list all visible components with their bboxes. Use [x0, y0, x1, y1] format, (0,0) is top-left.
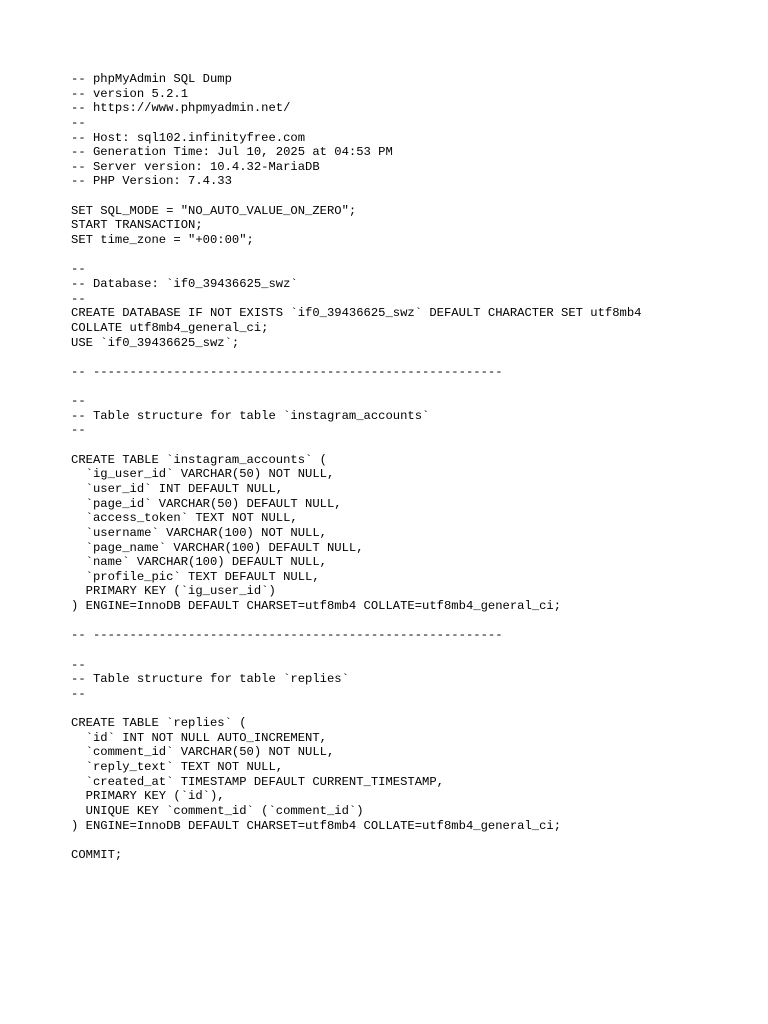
code-line [71, 189, 751, 204]
code-line: -- Table structure for table `replies` [71, 672, 349, 687]
code-line [71, 643, 751, 658]
code-line [71, 350, 751, 365]
code-line [71, 248, 751, 263]
code-line: `page_id` VARCHAR(50) DEFAULT NULL, [71, 496, 342, 511]
code-line: -- Database: `if0_39436625_swz` [71, 276, 298, 291]
code-line [71, 614, 751, 629]
code-line: -- Generation Time: Jul 10, 2025 at 04:53 PM [71, 145, 393, 160]
code-line: PRIMARY KEY (`id`), [71, 789, 225, 804]
code-line [71, 702, 751, 717]
code-line: `name` VARCHAR(100) DEFAULT NULL, [71, 555, 327, 570]
code-line [71, 833, 751, 848]
code-line: SET SQL_MODE = "NO_AUTO_VALUE_ON_ZERO"; [71, 203, 357, 218]
code-line: -- Host: sql102.infinityfree.com [71, 130, 306, 145]
code-line: -- Server version: 10.4.32-MariaDB [71, 159, 320, 174]
code-line: -- [71, 291, 86, 306]
code-line: -- version 5.2.1 [71, 86, 189, 101]
code-line: `created_at` TIMESTAMP DEFAULT CURRENT_TIMESTAMP, [71, 774, 444, 789]
code-line: COMMIT; [71, 847, 123, 862]
code-line: CREATE TABLE `replies` ( [71, 716, 247, 731]
code-line: -- [71, 423, 86, 438]
code-line [71, 438, 751, 453]
code-line: UNIQUE KEY `comment_id` (`comment_id`) [71, 804, 364, 819]
code-line: USE `if0_39436625_swz`; [71, 335, 240, 350]
code-line: CREATE TABLE `instagram_accounts` ( [71, 452, 327, 467]
code-line: -- -------------------------------------------------------- [71, 364, 503, 379]
code-line: `username` VARCHAR(100) NOT NULL, [71, 525, 327, 540]
code-line: `comment_id` VARCHAR(50) NOT NULL, [71, 745, 335, 760]
code-line: START TRANSACTION; [71, 218, 203, 233]
code-line: -- [71, 394, 86, 409]
code-line: SET time_zone = "+00:00"; [71, 233, 254, 248]
code-line: `id` INT NOT NULL AUTO_INCREMENT, [71, 730, 327, 745]
code-line [71, 379, 751, 394]
code-line: ) ENGINE=InnoDB DEFAULT CHARSET=utf8mb4 COLLATE=utf8mb4_general_ci; [71, 599, 562, 614]
code-line: -- [71, 115, 86, 130]
code-line: `profile_pic` TEXT DEFAULT NULL, [71, 569, 320, 584]
code-line: `user_id` INT DEFAULT NULL, [71, 481, 284, 496]
code-line: -- https://www.phpmyadmin.net/ [71, 101, 291, 116]
code-line: -- phpMyAdmin SQL Dump [71, 72, 232, 86]
code-line: COLLATE utf8mb4_general_ci; [71, 320, 269, 335]
code-line: `access_token` TEXT NOT NULL, [71, 511, 298, 526]
code-line: CREATE DATABASE IF NOT EXISTS `if0_39436625_swz` DEFAULT CHARACTER SET utf8mb4 [71, 306, 642, 321]
code-line: PRIMARY KEY (`ig_user_id`) [71, 584, 276, 599]
code-line: -- [71, 262, 86, 277]
code-line: -- PHP Version: 7.4.33 [71, 174, 232, 189]
code-line: -- Table structure for table `instagram_accounts` [71, 408, 430, 423]
code-line: `reply_text` TEXT NOT NULL, [71, 760, 284, 775]
code-line: ) ENGINE=InnoDB DEFAULT CHARSET=utf8mb4 COLLATE=utf8mb4_general_ci; [71, 818, 562, 833]
code-line: -- [71, 657, 86, 672]
code-line: -- [71, 686, 86, 701]
code-line: `page_name` VARCHAR(100) DEFAULT NULL, [71, 540, 364, 555]
code-line: `ig_user_id` VARCHAR(50) NOT NULL, [71, 467, 335, 482]
code-line: -- -------------------------------------------------------- [71, 628, 503, 643]
sql-dump-text [71, 72, 751, 863]
